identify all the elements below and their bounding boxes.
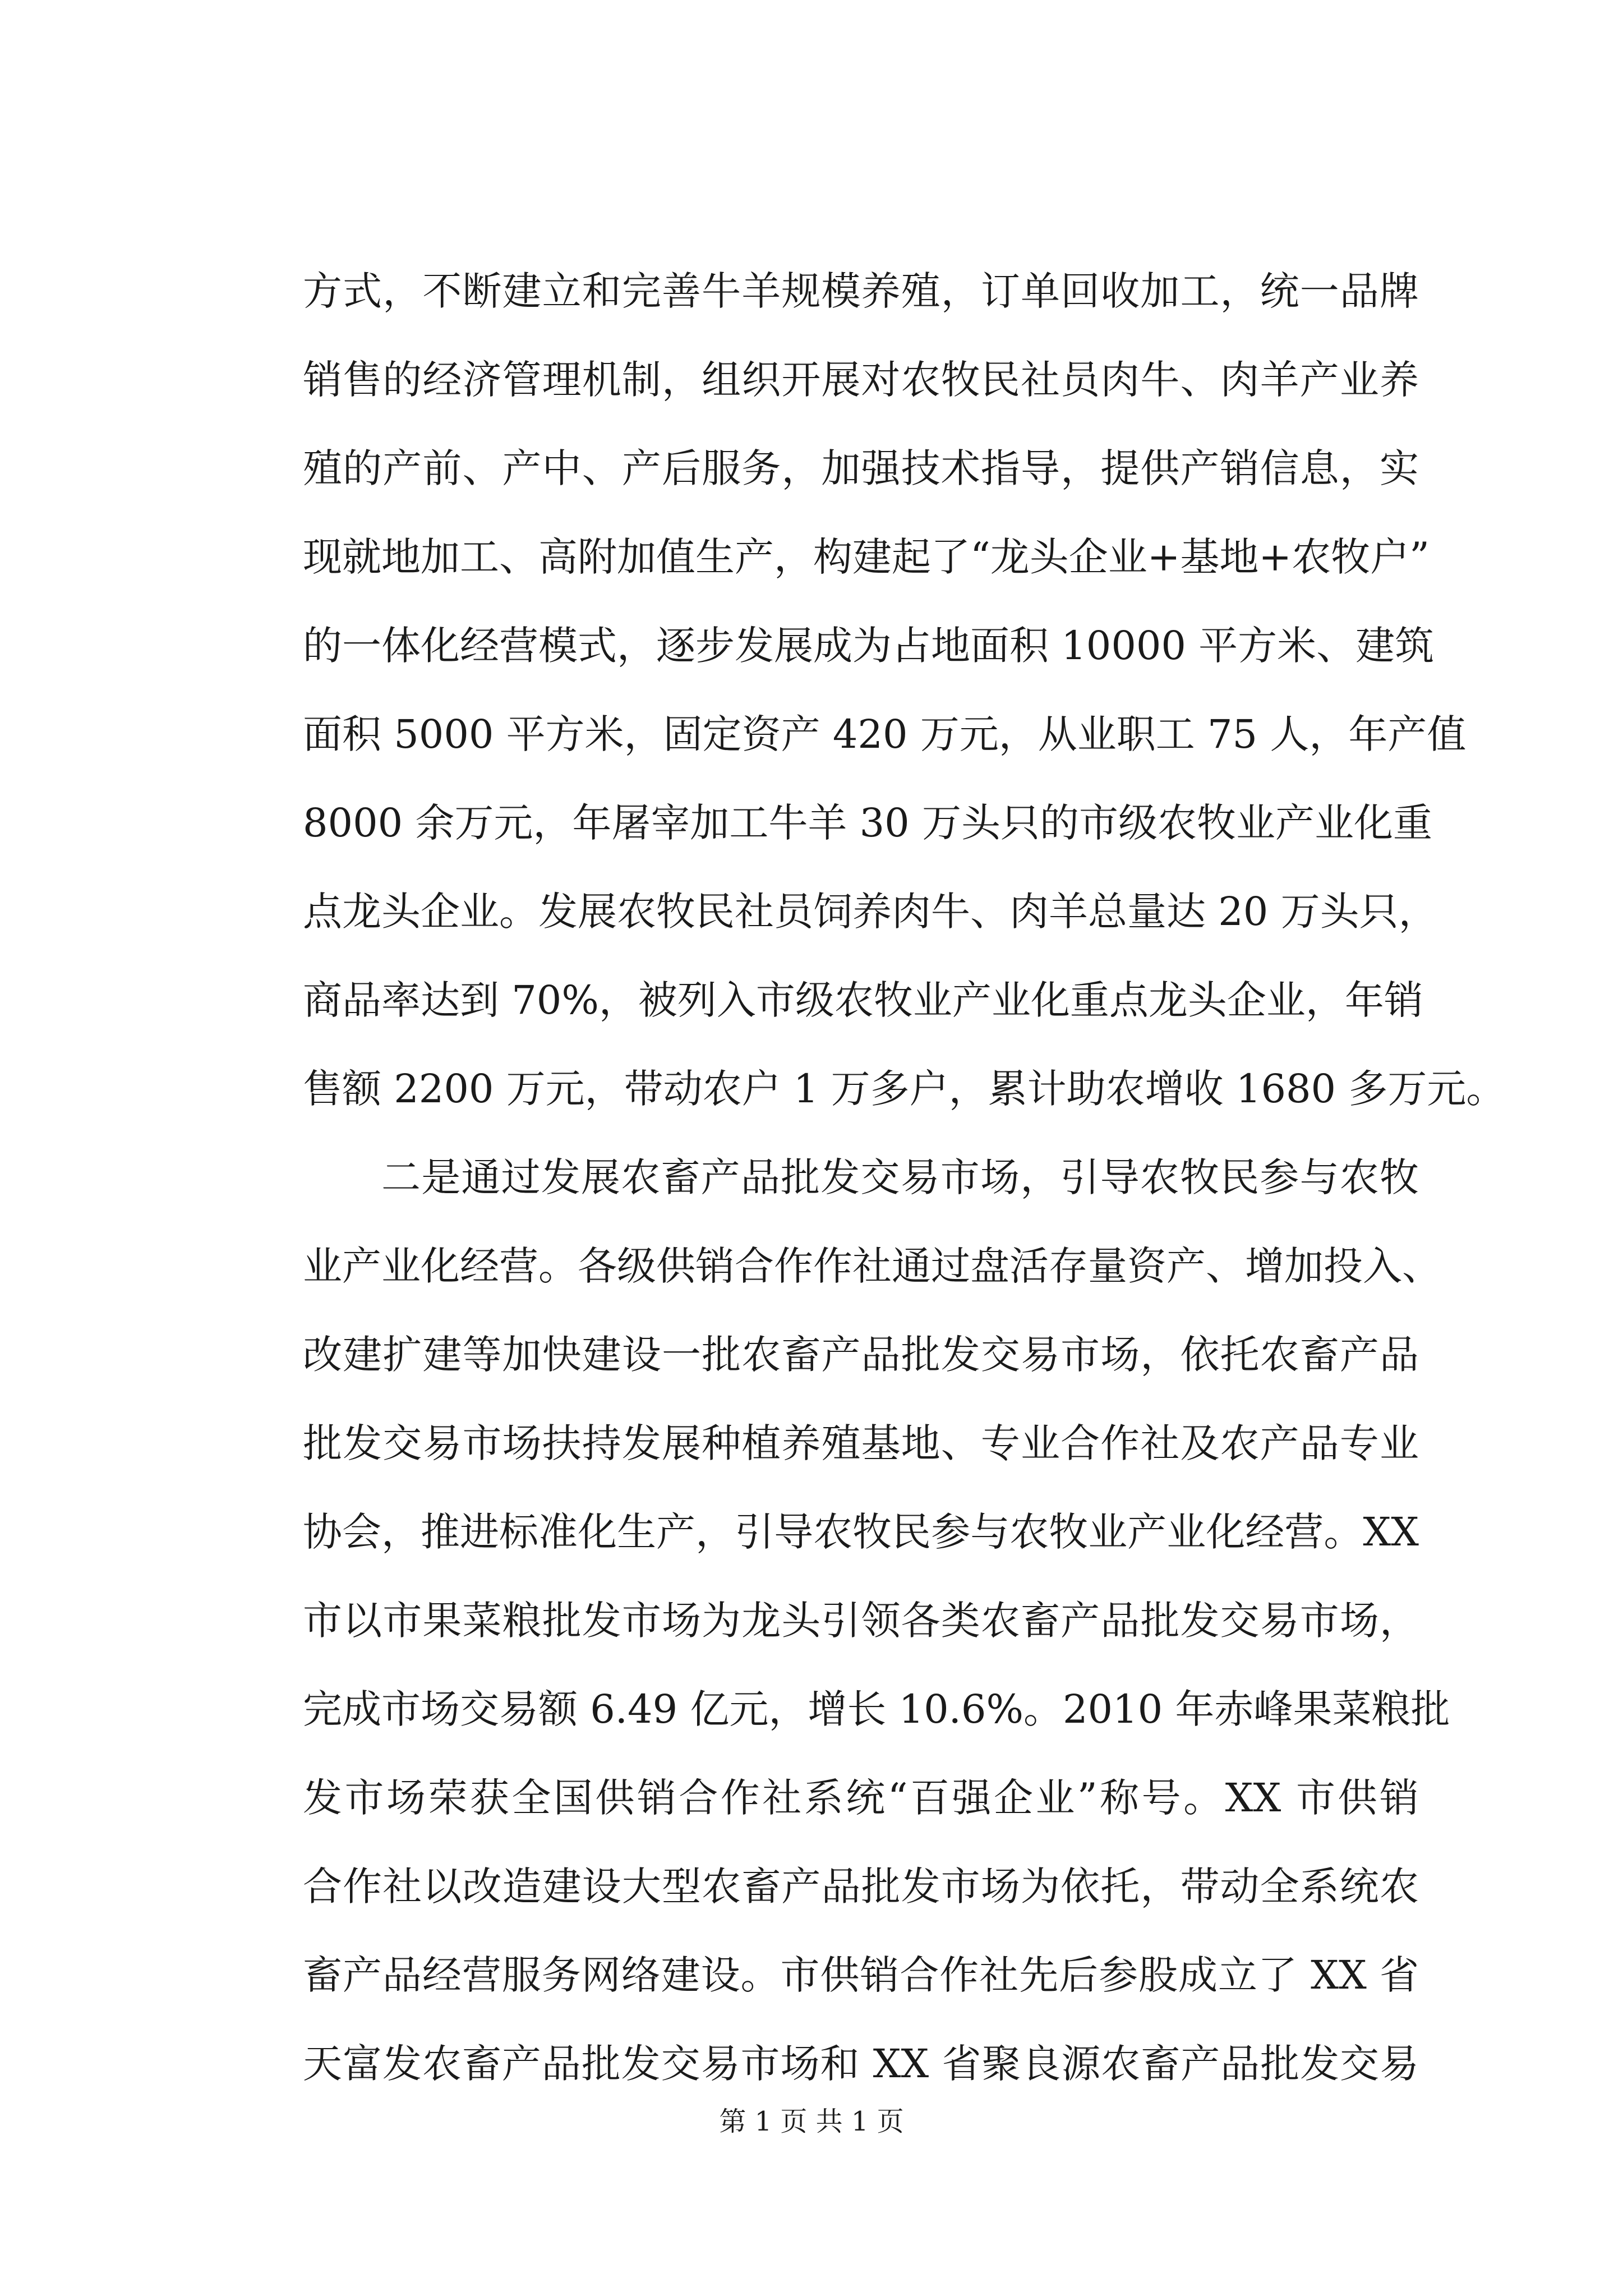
paragraph-1-line-8: 点龙头企业。发展农牧民社员饲养肉牛、肉羊总量达 20 万头只， (303, 889, 1438, 935)
paragraph-1-line-3: 殖的产前、产中、产后服务，加强技术指导，提供产销信息，实 (303, 445, 1419, 491)
paragraph-1-line-10: 售额 2200 万元，带动农户 1 万多户，累计助农增收 1680 多万元。 (303, 1066, 1506, 1112)
paragraph-1-line-1: 方式，不断建立和完善牛羊规模养殖，订单回收加工，统一品牌 (303, 268, 1419, 314)
body-text (303, 247, 1506, 2108)
paragraph-1-line-5: 的一体化经营模式，逐步发展成为占地面积 10000 平方米、建筑 (303, 623, 1435, 669)
paragraph-2-line-7: 完成市场交易额 6.49 亿元，增长 10.6%。2010 年赤峰果菜粮批 (303, 1686, 1450, 1732)
paragraph-2-line-8: 发市场荣获全国供销合作社系统“百强企业”称号。XX 市供销 (303, 1775, 1419, 1821)
page-footer: 第 1 页 共 1 页 (719, 2106, 904, 2137)
paragraph-2-line-3: 改建扩建等加快建设一批农畜产品批发交易市场，依托农畜产品 (303, 1332, 1419, 1378)
paragraph-2-line-11: 天富发农畜产品批发交易市场和 XX 省聚良源农畜产品批发交易 (303, 2041, 1419, 2087)
paragraph-2-line-9: 合作社以改造建设大型农畜产品批发市场为依托，带动全系统农 (303, 1864, 1419, 1910)
paragraph-2-line-6: 市以市果菜粮批发市场为龙头引领各类农畜产品批发交易市场， (303, 1598, 1419, 1644)
paragraph-2-line-10: 畜产品经营服务网络建设。市供销合作社先后参股成立了 XX 省 (303, 1952, 1419, 1998)
paragraph-1-line-4: 现就地加工、高附加值生产，构建起了“龙头企业+基地+农牧户” (303, 534, 1430, 580)
paragraph-1-line-7: 8000 余万元，年屠宰加工牛羊 30 万头只的市级农牧业产业化重 (303, 800, 1432, 846)
paragraph-1-line-6: 面积 5000 平方米，固定资产 420 万元，从业职工 75 人，年产值 (303, 711, 1467, 757)
paragraph-2-line-2: 业产业化经营。各级供销合作作社通过盘活存量资产、增加投入、 (303, 1243, 1441, 1289)
paragraph-2-line-5: 协会，推进标准化生产，引导农牧民参与农牧业产业化经营。XX (303, 1509, 1419, 1555)
paragraph-1-line-9: 商品率达到 70%，被列入市级农牧业产业化重点龙头企业，年销 (303, 977, 1423, 1023)
paragraph-2-line-1: 二是通过发展农畜产品批发交易市场，引导农牧民参与农牧 (381, 1154, 1419, 1200)
paragraph-2-line-4: 批发交易市场扶持发展种植养殖基地、专业合作社及农产品专业 (303, 1420, 1419, 1466)
paragraph-1-line-2: 销售的经济管理机制，组织开展对农牧民社员肉牛、肉羊产业养 (303, 357, 1419, 403)
